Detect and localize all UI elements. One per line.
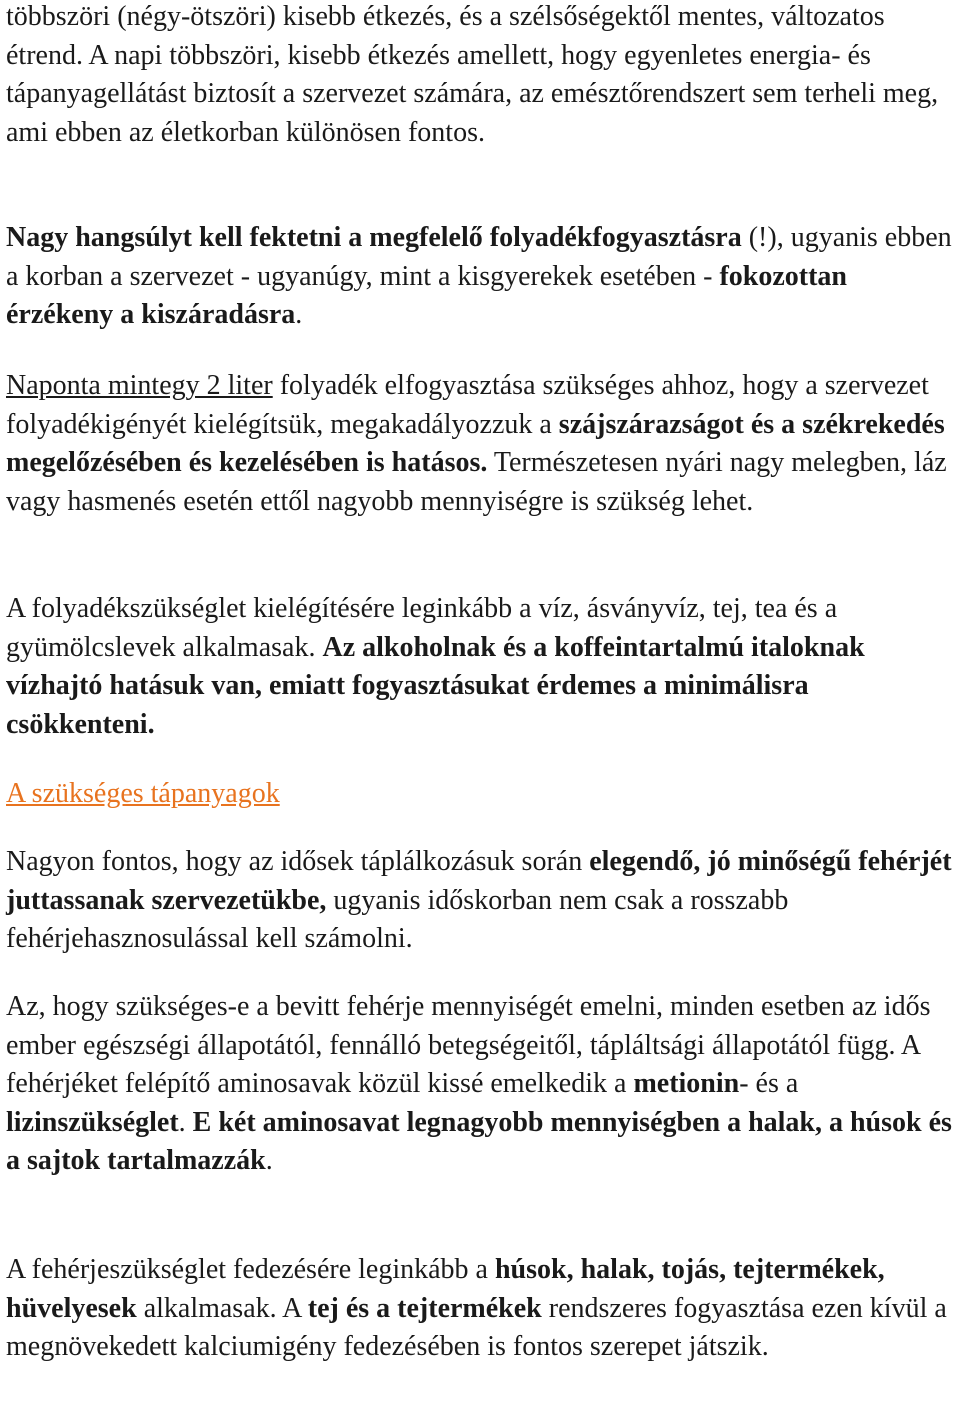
- paragraph-amino-acids: [6, 988, 958, 1181]
- paragraph-text: (!), ugyanis ebben a korban a szervezet - ugyanúgy, mint a kisgyerekek esetében -: [6, 222, 952, 292]
- bold-text: metionin: [633, 1068, 740, 1100]
- underlined-text: Naponta mintegy 2 liter: [6, 370, 273, 401]
- paragraph-text: A folyadékszükséglet kielégítésére leginkább a víz, ásványvíz, tej, tea és a gyümölcslevek alkalmasak.: [6, 593, 838, 663]
- paragraph-text: rendszeres fogyasztása ezen kívül a megnövekedett kalciumigény fedezésében is fontos szerepet játszik.: [6, 1292, 947, 1363]
- paragraph-text: .: [265, 1145, 273, 1177]
- paragraph-fluid-sources: [6, 590, 958, 744]
- paragraph-text: többszöri (négy-ötszöri) kisebb étkezés, és a szélsőségektől mentes, változatos étrend. A napi többszöri, kisebb étkezés amellett, hogy egyenletes energia- és tápanyagellátást biztosít a szervezet számára, az emésztőrendszert sem terheli meg, ami ebben az életkorban különösen fontos.: [6, 1, 939, 148]
- paragraph-text: Természetesen nyári nagy melegben, láz vagy hasmenés esetén ettől nagyobb mennyiségre is szükség lehet.: [6, 447, 947, 517]
- paragraph-text: .: [178, 1106, 193, 1138]
- paragraph-daily-liters: [6, 367, 958, 521]
- bold-text: Az alkoholnak és a koffeintartalmú italoknak vízhajtó hatásuk van, emiatt fogyasztásukat érdemes a minimálisra csökkenteni.: [6, 631, 865, 740]
- bold-text: elegendő, jó minőségű fehérjét juttassanak szervezetükbe,: [6, 846, 952, 916]
- paragraph-fluid-intake: [6, 219, 958, 335]
- bold-text: Nagy hangsúlyt kell fektetni a megfelelő folyadékfogyasztásra: [6, 222, 742, 253]
- bold-text: fokozottan érzékeny a kiszáradásra: [6, 260, 847, 331]
- bold-text: húsok, halak, tojás, tejtermékek, hüvelyesek: [6, 1254, 885, 1324]
- paragraph-text: Nagyon fontos, hogy az idősek táplálkozásuk során: [6, 846, 590, 877]
- paragraph-text: .: [295, 299, 303, 331]
- paragraph-protein: [6, 843, 958, 959]
- paragraph-meal-frequency: [6, 0, 958, 152]
- heading-link-nutrients[interactable]: A szükséges tápanyagok: [6, 778, 280, 809]
- paragraph-protein-sources: [6, 1251, 958, 1367]
- paragraph-text: ugyanis időskorban nem csak a rosszabb fehérjehasznosulással kell számolni.: [6, 884, 789, 955]
- paragraph-text: folyadék elfogyasztása szükséges ahhoz, hogy a szervezet folyadékigényét kielégítsük, megakadályozzuk a: [6, 370, 929, 440]
- bold-text: lizinszükséglet: [6, 1106, 179, 1138]
- paragraph-text: - és a: [739, 1068, 799, 1100]
- paragraph-text: Az, hogy szükséges-e a bevitt fehérje mennyiségét emelni, minden esetben az idős ember egészségi állapotától, fennálló betegségeitől, tápláltsági állapotától függ. A fehérjéket felépítő aminosavak közül kissé emelkedik a: [6, 991, 931, 1100]
- section-heading: [6, 775, 958, 814]
- paragraph-text: alkalmasak. A: [136, 1292, 308, 1324]
- paragraph-text: A fehérjeszükséglet fedezésére leginkább a: [6, 1254, 495, 1285]
- bold-text: E két aminosavat legnagyobb mennyiségben a halak, a húsok és a sajtok tartalmazzák: [6, 1106, 952, 1177]
- bold-text: szájszárazságot és a székrekedés megelőzésében és kezelésében is hatásos.: [6, 408, 945, 479]
- bold-text: tej és a tejtermékek: [307, 1292, 542, 1324]
